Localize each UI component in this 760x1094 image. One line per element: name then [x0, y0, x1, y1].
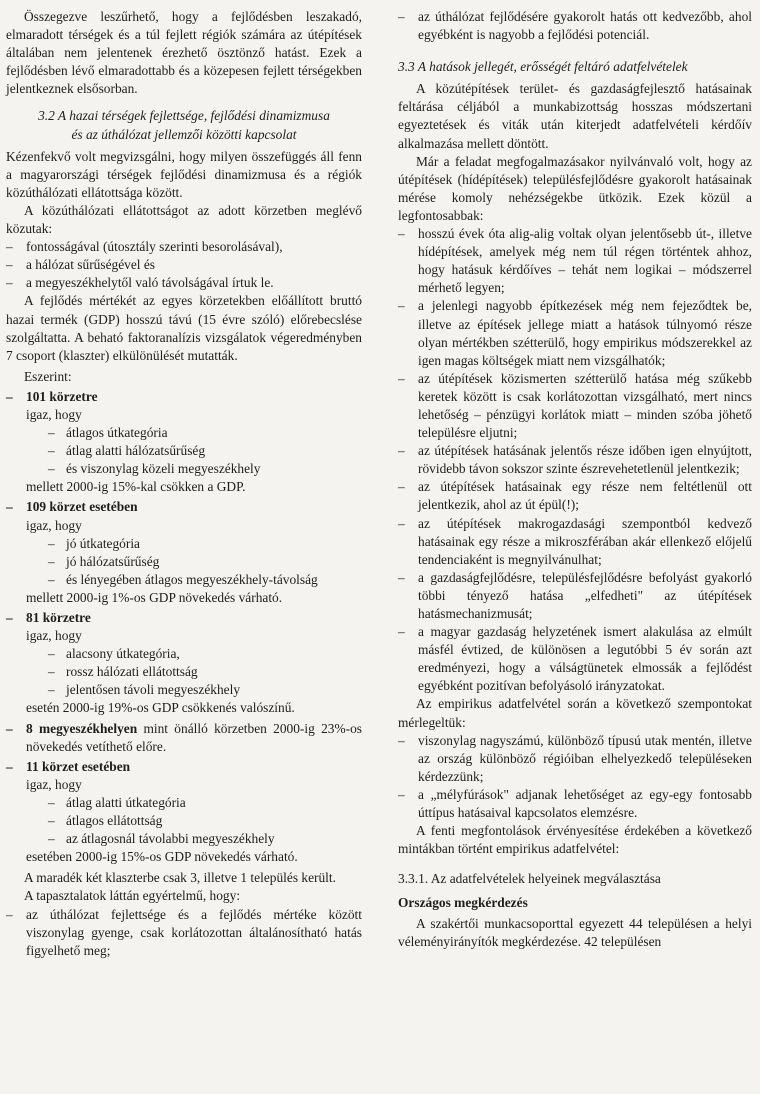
- cluster-title: – 8 megyeszékhelyen mint önálló körzetben 2000-ig 23%-os növekedés vetíthető előre.: [6, 720, 363, 754]
- list-item: – rossz hálózati ellátottság: [48, 664, 198, 680]
- cluster-title: – 11 körzet esetében: [6, 758, 131, 774]
- eszerint-label: Eszerint:: [24, 368, 72, 384]
- subsection-title: Országos megkérdezés: [398, 895, 528, 911]
- cluster-title: – 109 körzet esetében: [6, 499, 138, 515]
- cluster-group-1: [6, 388, 362, 497]
- list-item: – hosszú évek óta alig-alig voltak olyan jelentősebb út-, illetve hídépítések, amelyek még nem túl régen történtek ahhoz, hogy hatásuk kérdőíves – tehát nem logikai – módszerrel mérhető legyen;: [398, 226, 752, 296]
- list-item: – viszonylag nagyszámú, különböző típusú utak mentén, illetve az ország különböző régióiban elhelyezkedő településeken kérdezzünk;: [398, 732, 752, 784]
- list-item: – jó útkategória: [48, 535, 140, 551]
- heading-line-2: és az úthálózat jellemzői közötti kapcsolat: [71, 126, 297, 142]
- section-heading-3-3: 3.3 A hatások jellegét, erősségét feltáró adatfelvételek: [398, 59, 688, 75]
- list-item: – a megyeszékhelytől való távolságával írtuk le.: [6, 275, 274, 291]
- cluster-group-3: [6, 609, 362, 718]
- cluster-group-4: [6, 720, 362, 756]
- list-item: – az úthálózat fejlődésére gyakorolt hatás ott kedvezőbb, ahol egyébként is nagyobb a fejlődési potenciál.: [398, 9, 752, 43]
- list-item: – átlagos ellátottság: [48, 813, 163, 829]
- cluster-group-2: [6, 498, 362, 607]
- list-item: – és viszonylag közeli megyeszékhely: [48, 461, 261, 477]
- paragraph: A fenti megfontolások érvényesítése érdekében a következő mintákban történt empirikus adatfelvétel:: [398, 823, 752, 857]
- paragraph: A maradék két klaszterbe csak 3, illetve 1 település került.: [24, 870, 336, 886]
- list-item: – a magyar gazdaság helyzetének ismert alakulása az elmúlt másfél évtized, de különösen a legutóbbi 5 év során azt eredményezi, hogy a válságtünetek elmossák a fejlődést egyébként pozitívan befolyásoló irányzatokat.: [398, 624, 752, 694]
- list-item: – az útépítések hatásainak egy része nem feltétlenül ott jelentkezik, ahol az út épül(!);: [398, 479, 752, 513]
- list-item: – átlag alatti útkategória: [48, 794, 186, 810]
- list-item: – a gazdaságfejlődésre, településfejlődésre befolyást gyakorló többi tényező hatása „elfedheti" az útépítések hatásmechanizmusát;: [398, 569, 752, 621]
- section-heading-3-2: [6, 107, 362, 143]
- paragraph: Kézenfekvő volt megvizsgálni, hogy milyen összefüggés áll fenn a magyarországi térségek fejlődési dinamizmusa és a régiók közúthálózati ellátottsága között.: [6, 148, 362, 200]
- paragraph: Már a feladat megfogalmazásakor nyilvánvaló volt, hogy az útépítések (hídépítések) településfejlődésre gyakorolt hatásainak mérése komoly nehézségekbe ütközik. Ezek közül a legfontosabbak:: [398, 153, 752, 223]
- paragraph: A fejlődés mértékét az egyes körzetekben előállított bruttó hazai termék (GDP) hosszú távú (15 évre szóló) előrebecslése szolgáltatta. A beható faktoranalízis vizsgálatok végeredményben 7 csoport (klaszter) elkülönülését mutatták.: [6, 293, 362, 363]
- list-item: – jelentősen távoli megyeszékhely: [48, 682, 241, 698]
- right-column: [398, 8, 752, 951]
- cluster-tail: mellett 2000-ig 1%-os GDP növekedés várható.: [26, 589, 283, 605]
- cluster-tail: esetében 2000-ig 15%-os GDP növekedés várható.: [26, 849, 298, 865]
- paragraph: A tapasztalatok láttán egyértelmű, hogy:: [24, 888, 241, 904]
- cluster-lead: igaz, hogy: [26, 406, 82, 422]
- cluster-lead: igaz, hogy: [26, 628, 82, 644]
- left-column: [6, 8, 362, 960]
- cluster-title: – 81 körzetre: [6, 610, 91, 625]
- list-item: – átlagos útkategória: [48, 425, 168, 441]
- cluster-group-5: [6, 758, 362, 867]
- cluster-tail: esetén 2000-ig 19%-os GDP csökkenés valószínű.: [26, 700, 295, 716]
- heading-line-1: 3.2 A hazai térségek fejlettsége, fejlődési dinamizmusa: [38, 108, 330, 124]
- list-item: – a jelenlegi nagyobb építkezések még nem fejeződtek be, illetve az építések jellege miatt a hatások túlnyomó része olyan mértékben szétterülő, hogy empirikus módszerekkel az igen magas költségek miatt nem vizsgálhatók;: [398, 298, 752, 368]
- list-item: – alacsony útkategória,: [48, 646, 180, 662]
- list-item: – jó hálózatsűrűség: [48, 553, 160, 569]
- cluster-title: – 101 körzetre: [6, 388, 98, 404]
- cluster-lead: igaz, hogy: [26, 517, 82, 533]
- paragraph: A közúthálózati ellátottságot az adott körzetben meglévő közutak:: [6, 202, 362, 237]
- cluster-tail: mellett 2000-ig 15%-kal csökken a GDP.: [26, 479, 246, 495]
- paragraph: A szakértői munkacsoporttal egyezett 44 településen a helyi véleményirányítók megkérdezése. 42 településen: [398, 915, 752, 949]
- paragraph: Az empirikus adatfelvétel során a következő szempontokat mérlegeltük:: [398, 696, 752, 730]
- list-item: – az útépítések hatásának jelentős része időben igen elnyújtott, rövidebb távon sokszor szinte észrevehetetlenül jelentkezik;: [398, 443, 752, 477]
- subsection-heading-3-3-1: 3.3.1. Az adatfelvételek helyeinek megválasztása: [398, 871, 661, 887]
- intro-paragraph: Összegezve leszűrhető, hogy a fejlődésben leszakadó, elmaradott térségek és a túl fejlett régiók számára az útépítések általában nem jelentenek érezhető ösztönző hatást. Ezek a fejlődésben lévő elmaradottabb és a közepesen fejlett térségekben jelentkeznek elsősorban.: [6, 9, 362, 97]
- cluster-lead: igaz, hogy: [26, 776, 82, 792]
- list-item: – az úthálózat fejlettsége és a fejlődés mértéke között viszonylag gyenge, csak korlátozottan általánosítható hatás figyelhető meg;: [6, 906, 362, 958]
- list-item: – és lényegében átlagos megyeszékhely-távolság: [48, 571, 318, 587]
- list-item: – az átlagosnál távolabbi megyeszékhely: [48, 831, 275, 847]
- paragraph: A közútépítések terület- és gazdaságfejlesztő hatásainak feltárása céljából a munkabizottság hosszas módszertani egyeztetések és viták után kiterjedt adatfelvételi kérdőív alkalmazása mellett döntött.: [398, 81, 752, 151]
- list-item: – az útépítések makrogazdasági szempontból kedvező hatásainak egy része a mikroszférában akár ellenkező előjelű tendenciaként is megnyilvánulhat;: [398, 515, 752, 567]
- list-item: – a „mélyfúrások" adjanak lehetőséget az egy-egy fontosabb úttípus hatásaival kapcsolatos elemzésre.: [398, 786, 752, 821]
- list-item: – az útépítések közismerten szétterülő hatása még szűkebb keretek között is csak korlátozottan vizsgálható, mert nincs lehetőség – pénzügyi korlátok miatt – minden szóba jöhető településre eljutni;: [398, 370, 752, 441]
- list-item: – átlag alatti hálózatsűrűség: [48, 443, 206, 459]
- list-item: – a hálózat sűrűségével és: [6, 257, 156, 273]
- list-item: – fontosságával (útosztály szerinti besorolásával),: [6, 239, 283, 255]
